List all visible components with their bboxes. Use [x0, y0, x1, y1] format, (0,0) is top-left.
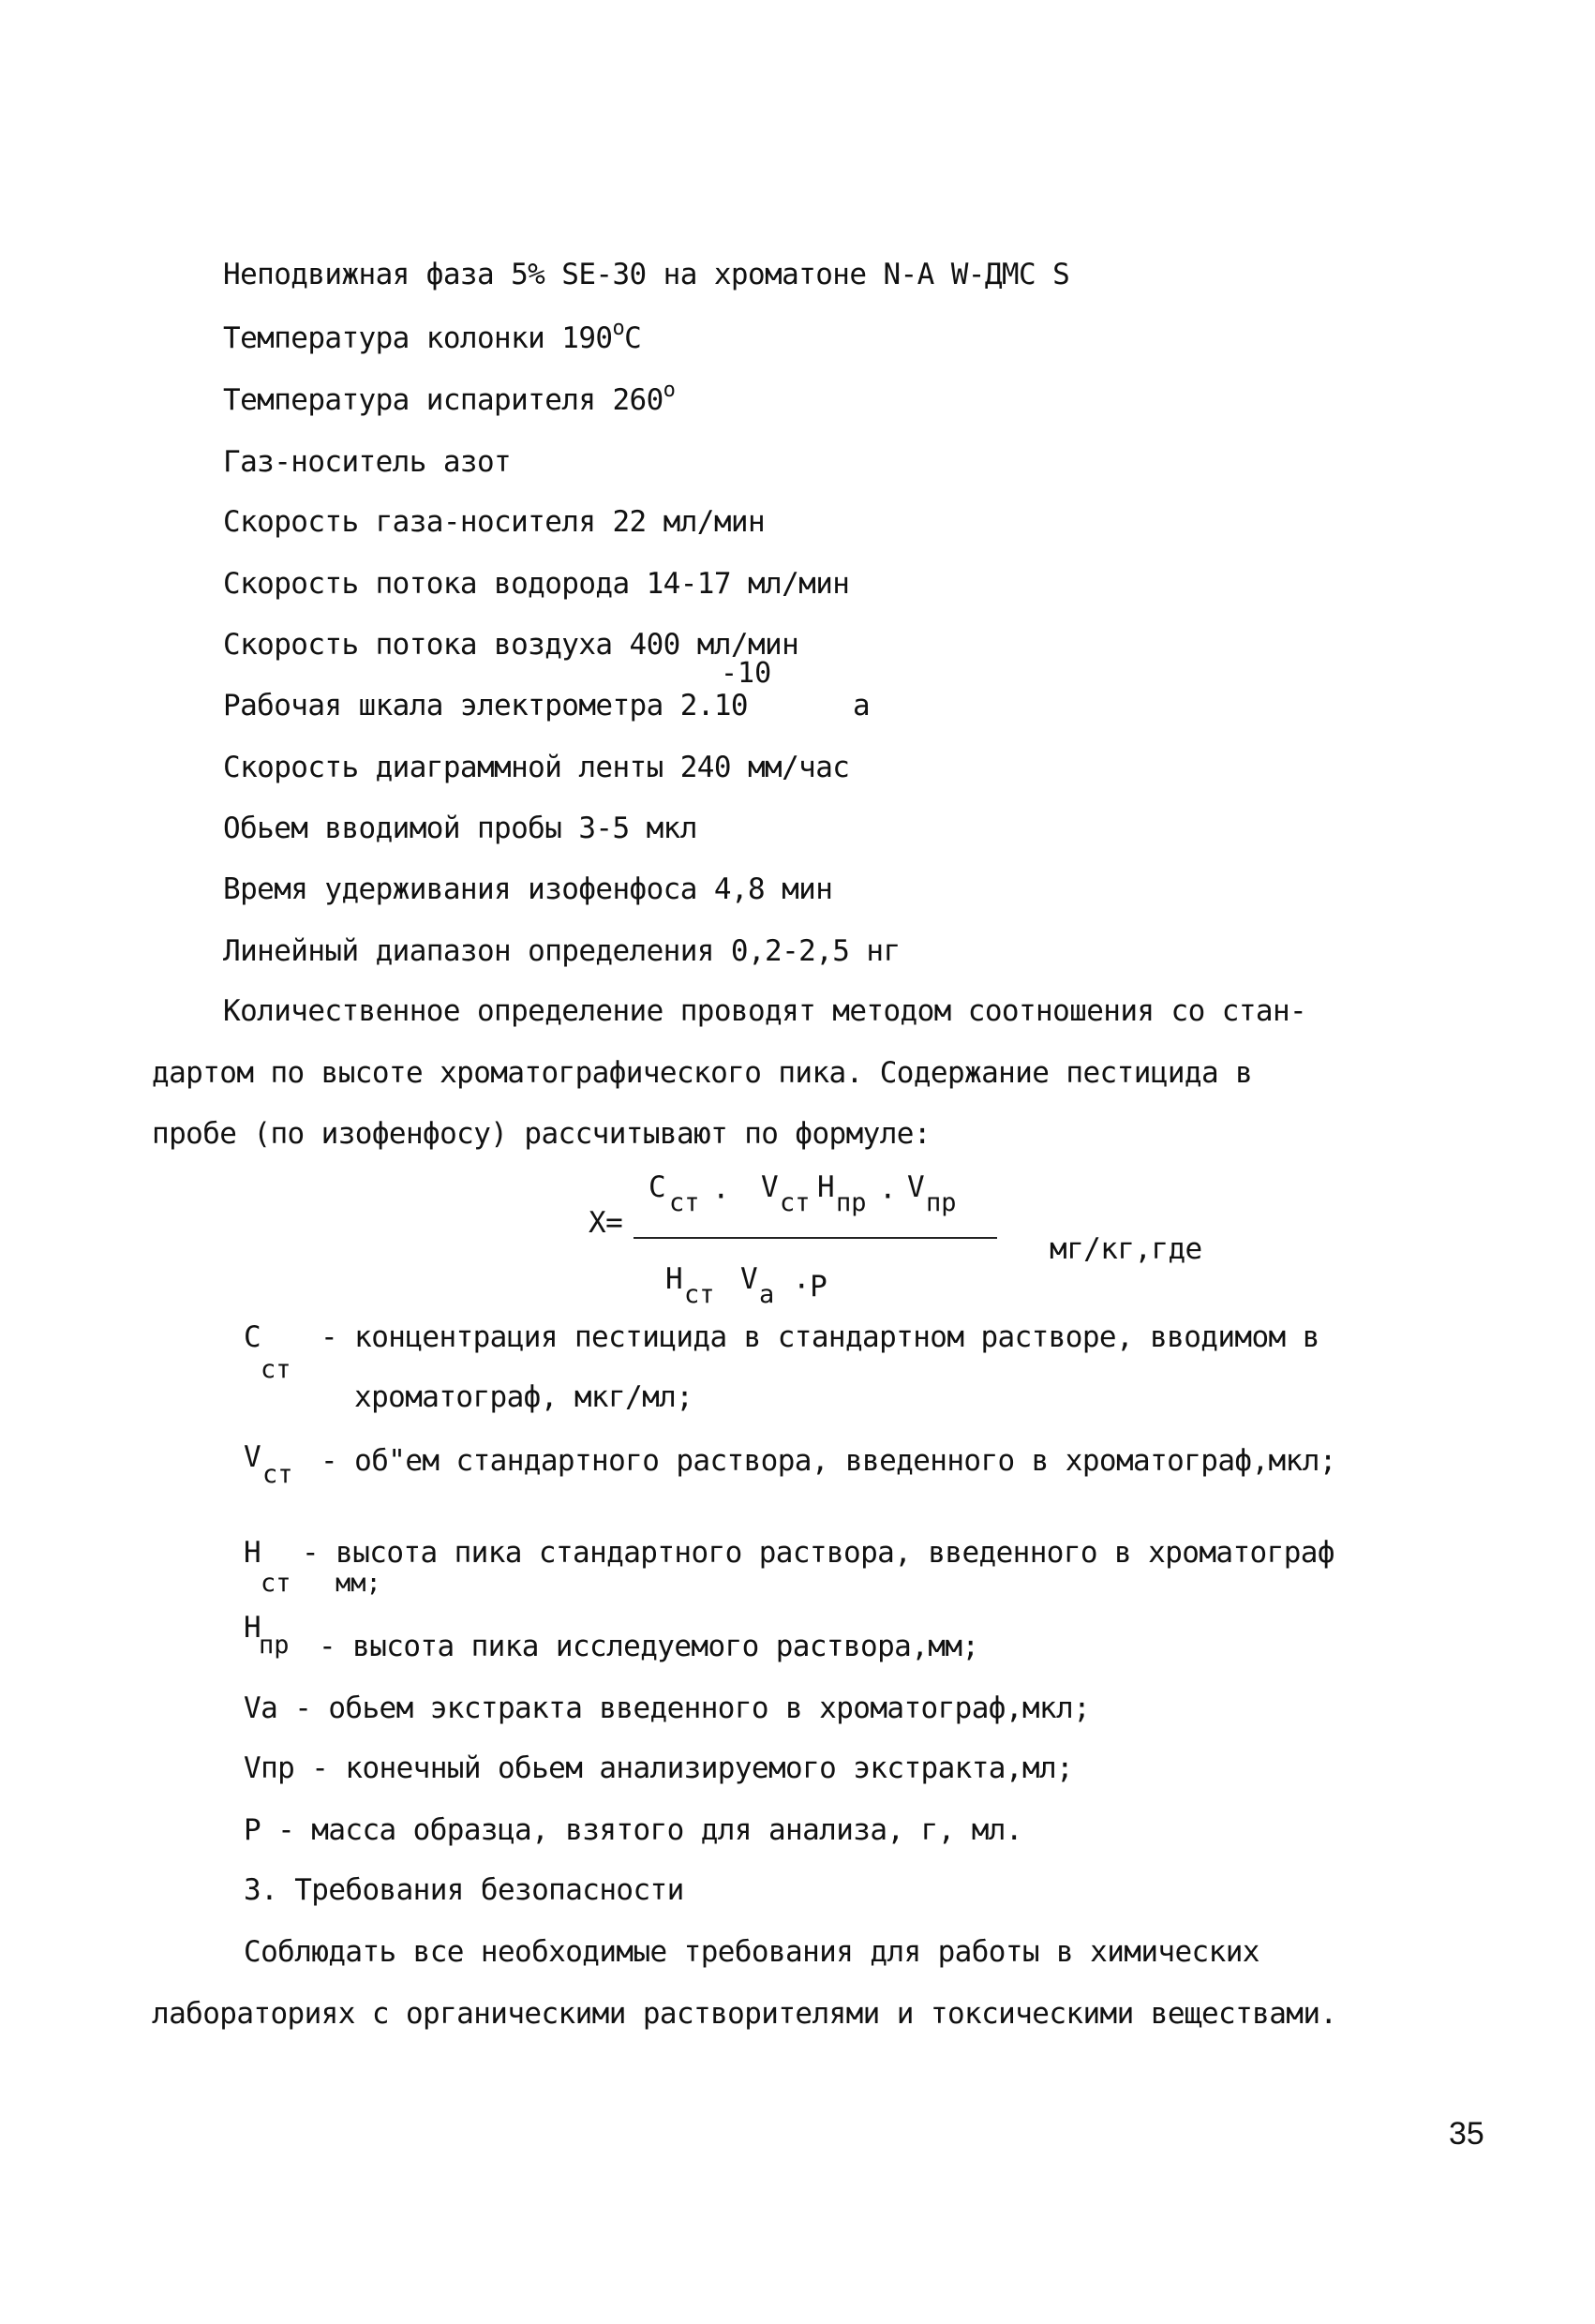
- formula-num-vpr-sub: пр: [926, 1188, 957, 1217]
- param-electrometer-scale: Рабочая шкала электрометра 2.10: [223, 689, 748, 723]
- intro-line-3: пробе (по изофенфосу) рассчитывают по формуле:: [152, 1117, 931, 1151]
- formula-dot-2: ·: [879, 1180, 897, 1214]
- formula-num-v: V: [761, 1170, 779, 1204]
- page-number: 35: [1449, 2116, 1484, 2152]
- def-v-subscript: ст: [262, 1460, 293, 1489]
- def-hpr-text: - высота пика исследуемого раствора,мм;: [319, 1630, 979, 1663]
- def-v-text: - об"ем стандартного раствора, введенного в хроматограф,мкл;: [320, 1444, 1336, 1478]
- def-vpr: Vпр - конечный обьем анализируемого экстракта,мл;: [244, 1751, 1074, 1785]
- param-sample-volume: Обьем вводимой пробы 3-5 мкл: [223, 812, 697, 845]
- param-retention-time: Время удерживания изофенфоса 4,8 мин: [223, 872, 833, 906]
- param-stationary-phase: Неподвижная фаза 5% SE-30 на хроматоне N-A W-ДМС S: [223, 258, 1070, 291]
- safety-line-1: Соблюдать все необходимые требования для работы в химических: [244, 1935, 1260, 1969]
- formula-num-v-sub: ст: [780, 1188, 811, 1217]
- def-p: P - масса образца, взятого для анализа, г, мл.: [244, 1813, 1022, 1847]
- def-h-text-1: - высота пика стандартного раствора, введенного в хроматограф: [302, 1536, 1334, 1570]
- param-carrier-gas: Газ-носитель азот: [223, 445, 512, 479]
- section-title: 3. Требования безопасности: [244, 1873, 684, 1907]
- param-column-temp: Температура колонки 190$^o$C: [223, 317, 642, 355]
- param-evaporator-temp: Температура испарителя 260$^o$: [223, 379, 676, 417]
- def-c-symbol: C: [244, 1320, 261, 1354]
- formula-num-c-sub: ст: [669, 1188, 700, 1217]
- formula-den-v-sub: a: [759, 1280, 775, 1309]
- param-air-flow: Скорость потока воздуха 400 мл/мин: [223, 628, 799, 662]
- formula-units: мг/кг,где: [1050, 1232, 1202, 1266]
- intro-line-2: дартом по высоте хроматографического пика. Содержание пестицида в: [152, 1056, 1253, 1090]
- def-v-symbol: V: [244, 1440, 261, 1474]
- formula-num-h-sub: пр: [836, 1188, 867, 1217]
- formula-num-c: C: [648, 1170, 666, 1204]
- formula-den-v: V: [740, 1262, 758, 1296]
- formula-den-p: ·P: [793, 1270, 827, 1304]
- def-va: Va - обьем экстракта введенного в хроматограф,мкл;: [244, 1691, 1091, 1725]
- safety-line-2: лабораториях с органическими растворителями и токсическими веществами.: [152, 1997, 1337, 2031]
- def-h-text-2: мм;: [335, 1569, 381, 1598]
- def-c-text-2: хроматограф, мкг/мл;: [354, 1380, 693, 1414]
- formula-fraction-bar: [634, 1237, 997, 1239]
- def-c-subscript: ст: [261, 1355, 291, 1384]
- param-chart-speed: Скорость диаграммной ленты 240 мм/час: [223, 751, 850, 784]
- param-carrier-gas-speed: Скорость газа-носителя 22 мл/мин: [223, 505, 766, 539]
- def-h-subscript: ст: [261, 1569, 291, 1598]
- formula-num-h: H: [817, 1170, 835, 1204]
- electrometer-exponent: -10: [721, 657, 772, 690]
- formula-dot-1: ·: [712, 1180, 730, 1214]
- formula-den-h-sub: ст: [684, 1280, 715, 1309]
- param-hydrogen-flow: Скорость потока водорода 14-17 мл/мин: [223, 567, 850, 601]
- param-linear-range: Линейный диапазон определения 0,2-2,5 нг: [223, 934, 901, 968]
- electrometer-unit: a: [853, 689, 871, 723]
- def-hpr-symbol: H: [244, 1611, 261, 1645]
- def-hpr-subscript: пр: [259, 1631, 290, 1660]
- formula-den-h: H: [665, 1262, 683, 1296]
- formula-lhs: X=: [589, 1206, 623, 1240]
- formula-num-vpr: V: [907, 1170, 925, 1204]
- def-c-text-1: - концентрация пестицида в стандартном растворе, вводимом в: [320, 1320, 1319, 1354]
- def-h-symbol: H: [244, 1536, 261, 1570]
- intro-line-1: Количественное определение проводят методом соотношения со стан-: [223, 994, 1307, 1028]
